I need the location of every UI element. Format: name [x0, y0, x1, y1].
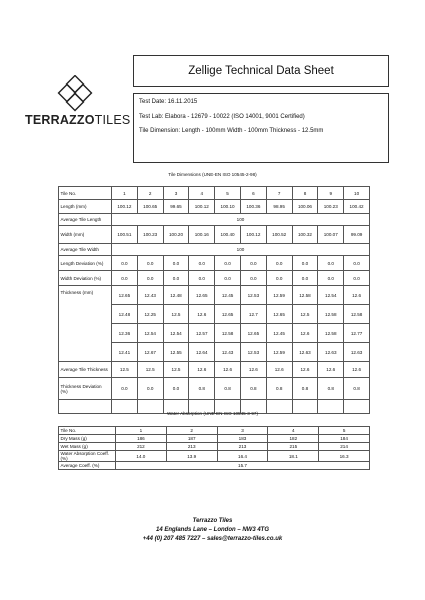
- thickness-cell: 12.65: [189, 286, 215, 305]
- dry-mass-row-cell: 186: [116, 435, 167, 443]
- thickness-cell: 12.65: [266, 305, 292, 324]
- width-deviation-row-cell: 0.0: [163, 271, 189, 286]
- width-deviation-row-cell: 0.0: [266, 271, 292, 286]
- thickness-cell: 12.53: [240, 343, 266, 362]
- average-thickness-row-cell: 12.6: [189, 362, 215, 378]
- water-tile-number-row: [59, 427, 370, 435]
- thickness-cell: 12.6: [189, 305, 215, 324]
- length-deviation-row-cell: 0.0: [344, 256, 370, 271]
- width-deviation-row-cell: 0.0: [344, 271, 370, 286]
- width-row-cell: 100.20: [163, 226, 189, 244]
- absorption-coeff-row-cell: 13.9: [166, 451, 217, 462]
- thickness-row: [59, 286, 370, 305]
- average-thickness-row-cell: 12.5: [137, 362, 163, 378]
- length-row-cell: 99.65: [163, 200, 189, 214]
- thickness-cell: 12.54: [163, 324, 189, 343]
- absorption-coeff-row-cell: 18.1: [268, 451, 319, 462]
- thickness-cell: 12.63: [344, 343, 370, 362]
- width-deviation-row-cell: 0.0: [189, 271, 215, 286]
- thickness-deviation-row-cell: 0.8: [189, 378, 215, 400]
- average-coeff-label: Average Coeff. (%): [59, 462, 116, 470]
- wet-mass-row: [59, 443, 370, 451]
- thickness-cell: 12.41: [112, 343, 138, 362]
- length-row-cell: 100.65: [137, 200, 163, 214]
- thickness-deviation-row-cell: 0.8: [266, 378, 292, 400]
- average-thickness-row-label: Average Tile Thickness: [59, 362, 112, 378]
- dry-mass-row-cell: 183: [217, 435, 268, 443]
- tile-dimension-spec: Tile Dimension: Length - 100mm Width - 100mm Thickness - 12.5mm: [139, 128, 324, 134]
- width-row-cell: 100.23: [137, 226, 163, 244]
- thickness-cell: 12.63: [318, 343, 344, 362]
- average-thickness-row-cell: 12.6: [215, 362, 241, 378]
- width-row-cell: 100.12: [240, 226, 266, 244]
- tile-number-row-cell: 10: [344, 187, 370, 200]
- thickness-cell: 12.53: [240, 286, 266, 305]
- average-thickness-row-cell: 12.6: [344, 362, 370, 378]
- thickness-deviation-row-cell: 0.8: [215, 378, 241, 400]
- length-row-cell: 100.42: [344, 200, 370, 214]
- tile-number-row-cell: 3: [163, 187, 189, 200]
- thickness-deviation-row-cell: 0.0: [163, 378, 189, 400]
- company-logo: [25, 75, 131, 130]
- width-deviation-row-cell: 0.0: [292, 271, 318, 286]
- length-deviation-row-cell: 0.0: [292, 256, 318, 271]
- tile-number-row-cell: 1: [112, 187, 138, 200]
- dry-mass-row-label: Dry Mass (g): [59, 435, 116, 443]
- average-width-label: Average Tile Width: [59, 244, 112, 256]
- thickness-cell: 12.48: [112, 305, 138, 324]
- tile-number-row-cell: 2: [137, 187, 163, 200]
- thickness-deviation-row-cell: 0.8: [344, 378, 370, 400]
- thickness-cell: 12.5: [163, 305, 189, 324]
- absorption-coeff-row-cell: 16.4: [217, 451, 268, 462]
- average-thickness-row: [59, 362, 370, 378]
- width-row-cell: 100.52: [266, 226, 292, 244]
- length-row-cell: 100.10: [215, 200, 241, 214]
- thickness-cell: 12.48: [163, 286, 189, 305]
- thickness-deviation-row-cell: 0.8: [318, 378, 344, 400]
- thickness-cell: 12.58: [318, 324, 344, 343]
- average-length-row: [59, 214, 370, 226]
- test-info-box: [133, 93, 389, 163]
- footer-address: 14 Englands Lane – London – NW3 4TG: [155, 527, 269, 533]
- average-coeff-row: [59, 462, 370, 470]
- thickness-cell: 12.57: [189, 324, 215, 343]
- thickness-cell: 12.77: [344, 324, 370, 343]
- width-deviation-row-cell: 0.0: [137, 271, 163, 286]
- dimensions-caption: Tile Dimensions (UNE-EN ISO 10545-2-98): [168, 172, 257, 177]
- width-row-cell: 100.32: [292, 226, 318, 244]
- average-thickness-row-cell: 12.5: [163, 362, 189, 378]
- thickness-cell: 12.45: [266, 324, 292, 343]
- width-row-cell: 100.40: [215, 226, 241, 244]
- logo-wordmark: TERRAZZOTILES: [25, 113, 131, 127]
- thickness-deviation-row-label: Thickness Deviation (%): [59, 378, 112, 400]
- width-row-label: Width (mm): [59, 226, 112, 244]
- length-deviation-row-cell: 0.0: [163, 256, 189, 271]
- water-tile-number-row-cell: 4: [268, 427, 319, 435]
- tile-number-row-cell: 7: [266, 187, 292, 200]
- thickness-deviation-row-cell: 0.0: [137, 378, 163, 400]
- thickness-deviation-row-cell: 0.8: [292, 378, 318, 400]
- tile-number-row-cell: 9: [318, 187, 344, 200]
- thickness-label: Thickness (mm): [59, 286, 112, 362]
- footer: [0, 517, 425, 544]
- length-row-cell: 100.12: [189, 200, 215, 214]
- average-coeff-value: 15.7: [116, 462, 370, 470]
- length-row-cell: 98.95: [266, 200, 292, 214]
- water-tile-number-row-cell: 2: [166, 427, 217, 435]
- length-deviation-row: [59, 256, 370, 271]
- thickness-cell: 12.6: [344, 286, 370, 305]
- water-tile-number-row-cell: 3: [217, 427, 268, 435]
- length-row-label: Length (mm): [59, 200, 112, 214]
- thickness-cell: 12.45: [215, 286, 241, 305]
- average-thickness-row-cell: 12.6: [240, 362, 266, 378]
- wet-mass-row-cell: 213: [166, 443, 217, 451]
- tile-number-row-cell: 6: [240, 187, 266, 200]
- average-length-value: 100: [112, 214, 370, 226]
- width-deviation-row: [59, 271, 370, 286]
- thickness-cell: 12.5: [292, 305, 318, 324]
- average-thickness-row-cell: 12.5: [112, 362, 138, 378]
- thickness-cell: 12.36: [112, 324, 138, 343]
- width-deviation-row-cell: 0.0: [112, 271, 138, 286]
- thickness-cell: 12.67: [137, 343, 163, 362]
- water-absorption-caption: Water Absorption (UNE-EN ISO 10545-3-97): [167, 411, 258, 416]
- length-deviation-row-label: Length Deviation (%): [59, 256, 112, 271]
- length-deviation-row-cell: 0.0: [189, 256, 215, 271]
- absorption-coeff-row: [59, 451, 370, 462]
- length-row-cell: 100.23: [318, 200, 344, 214]
- thickness-cell: 12.54: [318, 286, 344, 305]
- thickness-cell: 12.55: [163, 343, 189, 362]
- thickness-deviation-row-cell: 0.0: [112, 378, 138, 400]
- wet-mass-row-cell: 212: [116, 443, 167, 451]
- thickness-cell: 12.65: [240, 324, 266, 343]
- thickness-deviation-row: [59, 378, 370, 400]
- thickness-cell: 12.43: [215, 343, 241, 362]
- length-deviation-row-cell: 0.0: [112, 256, 138, 271]
- tile-number-row-label: Tile No.: [59, 187, 112, 200]
- average-width-value: 100: [112, 244, 370, 256]
- absorption-coeff-row-cell: 16.3: [319, 451, 370, 462]
- width-deviation-row-cell: 0.0: [215, 271, 241, 286]
- width-deviation-row-label: Width Deviation (%): [59, 271, 112, 286]
- thickness-cell: 12.54: [137, 324, 163, 343]
- thickness-deviation-row-cell: 0.8: [240, 378, 266, 400]
- thickness-cell: 12.58: [215, 324, 241, 343]
- test-date: Test Date: 16.11.2015: [139, 99, 198, 105]
- water-tile-number-row-label: Tile No.: [59, 427, 116, 435]
- thickness-cell: 12.58: [344, 305, 370, 324]
- wet-mass-row-cell: 213: [217, 443, 268, 451]
- thickness-cell: 12.6: [292, 324, 318, 343]
- length-deviation-row-cell: 0.0: [137, 256, 163, 271]
- thickness-cell: 12.65: [215, 305, 241, 324]
- width-row-cell: 100.51: [112, 226, 138, 244]
- absorption-coeff-row-label: Water Absorption Coeff. (%): [59, 451, 116, 462]
- thickness-cell: 12.59: [266, 286, 292, 305]
- wet-mass-row-cell: 214: [319, 443, 370, 451]
- tile-number-row-cell: 5: [215, 187, 241, 200]
- footer-company: Terrazzo Tiles: [192, 518, 233, 524]
- water-absorption-table: [58, 426, 370, 470]
- logo-diamonds-icon: [50, 75, 100, 115]
- length-deviation-row-cell: 0.0: [318, 256, 344, 271]
- wet-mass-row-cell: 215: [268, 443, 319, 451]
- water-tile-number-row-cell: 1: [116, 427, 167, 435]
- thickness-cell: 12.65: [112, 286, 138, 305]
- length-row-cell: 100.12: [112, 200, 138, 214]
- tile-dimensions-table: [58, 186, 370, 414]
- width-row-cell: 99.09: [344, 226, 370, 244]
- thickness-cell: 12.25: [137, 305, 163, 324]
- tile-number-row-cell: 8: [292, 187, 318, 200]
- length-row-cell: 100.06: [292, 200, 318, 214]
- width-row-cell: 100.16: [189, 226, 215, 244]
- dry-mass-row-cell: 184: [319, 435, 370, 443]
- absorption-coeff-row-cell: 14.0: [116, 451, 167, 462]
- thickness-cell: 12.59: [266, 343, 292, 362]
- length-row: [59, 200, 370, 214]
- width-row: [59, 226, 370, 244]
- thickness-cell: 12.58: [318, 305, 344, 324]
- document-title: [133, 55, 389, 87]
- thickness-cell: 12.43: [137, 286, 163, 305]
- thickness-cell: 12.58: [292, 286, 318, 305]
- average-thickness-row-cell: 12.6: [266, 362, 292, 378]
- thickness-cell: 12.63: [292, 343, 318, 362]
- title-text: Zellige Technical Data Sheet: [188, 65, 334, 77]
- thickness-cell: 12.7: [240, 305, 266, 324]
- length-deviation-row-cell: 0.0: [215, 256, 241, 271]
- dry-mass-row-cell: 187: [166, 435, 217, 443]
- length-deviation-row-cell: 0.0: [266, 256, 292, 271]
- test-lab: Test Lab: Elabora - 12679 - 10022 (ISO 14001, 9001 Certified): [139, 113, 305, 120]
- width-deviation-row-cell: 0.0: [318, 271, 344, 286]
- average-thickness-row-cell: 12.6: [292, 362, 318, 378]
- dry-mass-row: [59, 435, 370, 443]
- tile-number-row: [59, 187, 370, 200]
- length-row-cell: 100.36: [240, 200, 266, 214]
- wet-mass-row-label: Wet Mass (g): [59, 443, 116, 451]
- width-row-cell: 100.07: [318, 226, 344, 244]
- thickness-cell: 12.64: [189, 343, 215, 362]
- tile-number-row-cell: 4: [189, 187, 215, 200]
- footer-contact: +44 (0) 207 485 7227 – sales@terrazzo-tiles.co.uk: [142, 536, 283, 542]
- length-deviation-row-cell: 0.0: [240, 256, 266, 271]
- average-length-label: Average Tile Length: [59, 214, 112, 226]
- average-thickness-row-cell: 12.6: [318, 362, 344, 378]
- water-tile-number-row-cell: 5: [319, 427, 370, 435]
- width-deviation-row-cell: 0.0: [240, 271, 266, 286]
- dry-mass-row-cell: 182: [268, 435, 319, 443]
- average-width-row: [59, 244, 370, 256]
